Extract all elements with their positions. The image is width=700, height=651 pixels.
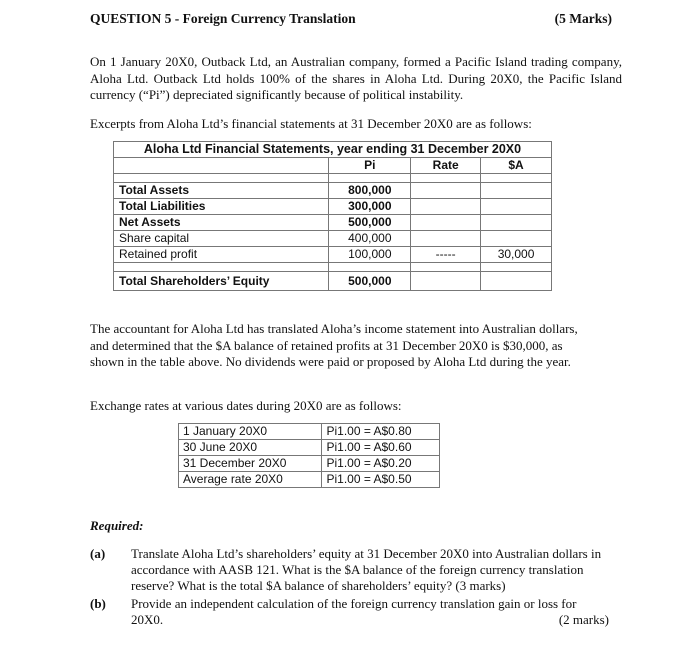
spacer-row <box>114 174 552 183</box>
table-row <box>179 456 440 472</box>
part-a-marks: (3 marks) <box>455 578 506 593</box>
spacer-row <box>114 263 552 272</box>
table-row <box>114 215 552 231</box>
row-rate-value <box>411 231 481 247</box>
row-label: Retained profit <box>114 247 329 263</box>
table-title: Aloha Ltd Financial Statements, year ending 31 December 20X0 <box>114 142 552 158</box>
table-row <box>179 440 440 456</box>
column-header-pi: Pi <box>329 158 411 174</box>
row-label: Total Assets <box>114 183 329 199</box>
question-heading <box>90 11 612 27</box>
row-aud-value <box>481 183 552 199</box>
accountant-section <box>90 321 590 371</box>
row-rate-value <box>411 215 481 231</box>
question-title: QUESTION 5 - Foreign Currency Translation <box>90 11 356 26</box>
table-row <box>114 231 552 247</box>
part-a-text: Translate Aloha Ltd’s shareholders’ equity at 31 December 20X0 into Australian dollars in accordance with AASB 121. What is the $A balance of the foreign currency translation reserve? What is the total $A balance of shareholders’ equity? <box>131 546 602 593</box>
row-label: Share capital <box>114 231 329 247</box>
total-row-pi-value: 500,000 <box>329 272 411 291</box>
required-heading: Required: <box>90 518 144 533</box>
column-header-aud: $A <box>481 158 552 174</box>
rate-date: Average rate 20X0 <box>179 472 322 488</box>
financial-statements-table <box>113 141 552 291</box>
row-pi-value: 500,000 <box>329 215 411 231</box>
table-row <box>114 183 552 199</box>
excerpts-section <box>90 116 622 133</box>
row-label: Net Assets <box>114 215 329 231</box>
row-pi-value: 800,000 <box>329 183 411 199</box>
total-row-label: Total Shareholders’ Equity <box>114 272 329 291</box>
part-a <box>131 546 609 594</box>
exchange-intro: Exchange rates at various dates during 20X0 are as follows: <box>90 398 402 413</box>
exchange-rates-table <box>178 423 440 488</box>
row-aud-value <box>481 231 552 247</box>
rate-date: 1 January 20X0 <box>179 424 322 440</box>
row-rate-value: ----- <box>411 247 481 263</box>
row-pi-value: 300,000 <box>329 199 411 215</box>
rate-value: Pi1.00 = A$0.20 <box>322 456 440 472</box>
total-row <box>114 272 552 291</box>
rate-date: 31 December 20X0 <box>179 456 322 472</box>
row-rate-value <box>411 183 481 199</box>
row-rate-value <box>411 199 481 215</box>
rate-value: Pi1.00 = A$0.60 <box>322 440 440 456</box>
row-pi-value: 400,000 <box>329 231 411 247</box>
row-aud-value <box>481 215 552 231</box>
accountant-paragraph: The accountant for Aloha Ltd has translated Aloha’s income statement into Australian dollars, and determined that the $A balance of retained profits at 31 December 20X0 is $30,000, as shown in the table above. No dividends were paid or proposed by Aloha Ltd during the year. <box>90 321 578 369</box>
column-header-rate: Rate <box>411 158 481 174</box>
rate-value: Pi1.00 = A$0.80 <box>322 424 440 440</box>
part-b-label: (b) <box>90 596 106 611</box>
rate-date: 30 June 20X0 <box>179 440 322 456</box>
total-row-aud-value <box>481 272 552 291</box>
excerpts-line: Excerpts from Aloha Ltd’s financial statements at 31 December 20X0 are as follows: <box>90 116 532 131</box>
column-header-blank <box>114 158 329 174</box>
part-a-label: (a) <box>90 546 106 561</box>
part-b-marks: (2 marks) <box>558 612 609 627</box>
intro-paragraph: On 1 January 20X0, Outback Ltd, an Australian company, formed a Pacific Island trading company, Aloha Ltd. Outback Ltd holds 100% of the shares in Aloha Ltd. During 20X0, the Pacific Island currency (“Pi”) depreciated significantly because of political instability. <box>90 54 622 102</box>
intro-section <box>90 54 622 104</box>
row-aud-value: 30,000 <box>481 247 552 263</box>
row-pi-value: 100,000 <box>329 247 411 263</box>
table-row <box>179 424 440 440</box>
table-row <box>114 199 552 215</box>
exchange-intro-section <box>90 398 590 415</box>
rate-value: Pi1.00 = A$0.50 <box>322 472 440 488</box>
table-row <box>179 472 440 488</box>
table-row <box>114 247 552 263</box>
part-b-text: Provide an independent calculation of the foreign currency translation gain or loss for 20X0. <box>131 596 577 627</box>
part-b <box>131 596 609 628</box>
question-marks: (5 Marks) <box>554 11 612 26</box>
row-label: Total Liabilities <box>114 199 329 215</box>
total-row-rate-value <box>411 272 481 291</box>
row-aud-value <box>481 199 552 215</box>
